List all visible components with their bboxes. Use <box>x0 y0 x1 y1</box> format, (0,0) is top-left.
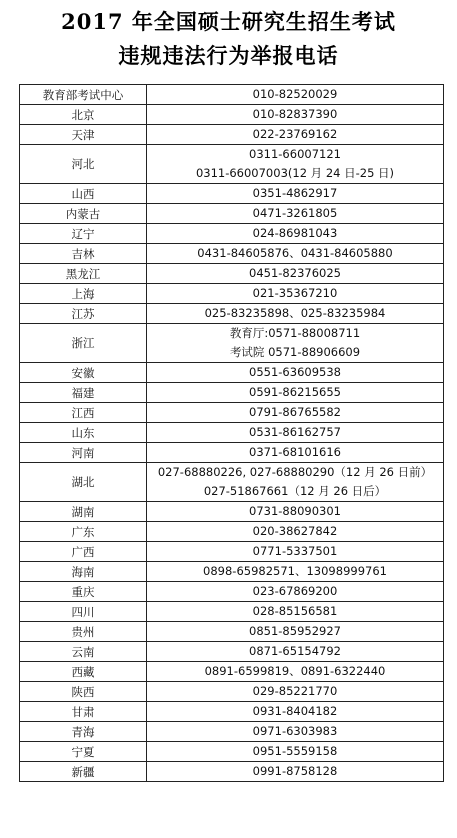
phone-cell <box>147 423 444 443</box>
table-row <box>20 423 444 443</box>
phone-number-text: 0351-4862917 <box>252 186 338 200</box>
hotline-table <box>19 84 444 782</box>
phone-cell <box>147 403 444 423</box>
table-row <box>20 562 444 582</box>
phone-number-text: 0771-5337501 <box>252 544 338 558</box>
table-row <box>20 125 444 145</box>
province-cell: 浙江 <box>20 324 147 363</box>
table-row <box>20 244 444 264</box>
phone-number-text: 029-85221770 <box>252 684 338 698</box>
phone-cell <box>147 304 444 324</box>
table-row <box>20 403 444 423</box>
document-title-line-1: 2017 年全国硕士研究生招生考试 <box>61 9 396 34</box>
phone-number-text: 0551-63609538 <box>249 365 341 379</box>
province-cell: 西藏 <box>20 662 147 682</box>
province-cell: 云南 <box>20 642 147 662</box>
province-cell: 内蒙古 <box>20 204 147 224</box>
phone-cell <box>147 383 444 403</box>
province-cell: 湖南 <box>20 502 147 522</box>
province-cell: 重庆 <box>20 582 147 602</box>
province-cell: 教育部考试中心 <box>20 85 147 105</box>
table-row <box>20 304 444 324</box>
phone-cell <box>147 145 444 184</box>
table-row <box>20 502 444 522</box>
province-cell: 广西 <box>20 542 147 562</box>
table-row <box>20 682 444 702</box>
province-cell: 山西 <box>20 184 147 204</box>
province-cell: 四川 <box>20 602 147 622</box>
table-row <box>20 383 444 403</box>
phone-cell <box>147 722 444 742</box>
phone-number-text: 0531-86162757 <box>249 425 341 439</box>
phone-number-text: 0951-5559158 <box>252 744 338 758</box>
table-row <box>20 602 444 622</box>
phone-number-text: 0451-82376025 <box>249 266 341 280</box>
table-row <box>20 184 444 204</box>
phone-number-text: 021-35367210 <box>252 286 338 300</box>
province-cell: 安徽 <box>20 363 147 383</box>
phone-cell <box>147 662 444 682</box>
table-row <box>20 522 444 542</box>
phone-number-text: 0851-85952927 <box>249 624 341 638</box>
table-row <box>20 642 444 662</box>
phone-cell <box>147 762 444 782</box>
phone-cell <box>147 184 444 204</box>
phone-cell <box>147 502 444 522</box>
province-cell: 福建 <box>20 383 147 403</box>
phone-cell <box>147 363 444 383</box>
phone-number-text: 027-68880226, 027-68880290（12 月 26 日前） <box>157 465 433 479</box>
phone-cell <box>147 204 444 224</box>
phone-cell <box>147 742 444 762</box>
phone-number-text: 0991-8758128 <box>252 764 338 778</box>
phone-cell <box>147 702 444 722</box>
phone-cell <box>147 522 444 542</box>
phone-cell <box>147 324 444 363</box>
phone-number-text: 0311-66007003(12 月 24 日-25 日) <box>195 166 395 180</box>
phone-cell <box>147 443 444 463</box>
table-row <box>20 722 444 742</box>
province-cell: 辽宁 <box>20 224 147 244</box>
province-cell: 山东 <box>20 423 147 443</box>
province-cell: 上海 <box>20 284 147 304</box>
phone-cell <box>147 682 444 702</box>
table-row <box>20 662 444 682</box>
province-cell: 江西 <box>20 403 147 423</box>
province-cell: 北京 <box>20 105 147 125</box>
province-cell: 海南 <box>20 562 147 582</box>
phone-cell <box>147 642 444 662</box>
phone-number-text: 023-67869200 <box>252 584 338 598</box>
phone-number-text: 010-82520029 <box>252 87 338 101</box>
phone-cell <box>147 602 444 622</box>
province-cell: 黑龙江 <box>20 264 147 284</box>
phone-number-text: 考试院 0571-88906609 <box>229 345 361 359</box>
phone-cell <box>147 582 444 602</box>
table-row <box>20 363 444 383</box>
table-row <box>20 463 444 502</box>
table-row <box>20 224 444 244</box>
province-cell: 吉林 <box>20 244 147 264</box>
phone-number-text: 025-83235898、025-83235984 <box>204 306 386 320</box>
phone-number-text: 0471-3261805 <box>252 206 338 220</box>
phone-number-text: 0311-66007121 <box>249 147 341 161</box>
phone-number-text: 0971-6303983 <box>252 724 338 738</box>
document-title-line-2: 违规违法行为举报电话 <box>118 43 339 68</box>
phone-cell <box>147 542 444 562</box>
phone-cell <box>147 562 444 582</box>
phone-cell <box>147 463 444 502</box>
table-row <box>20 264 444 284</box>
table-row <box>20 762 444 782</box>
phone-cell <box>147 622 444 642</box>
province-cell: 青海 <box>20 722 147 742</box>
phone-number-text: 0871-65154792 <box>249 644 341 658</box>
phone-number-text: 024-86981043 <box>252 226 338 240</box>
phone-number-text: 022-23769162 <box>252 127 338 141</box>
phone-cell <box>147 125 444 145</box>
phone-number-text: 0791-86765582 <box>249 405 341 419</box>
phone-cell <box>147 244 444 264</box>
phone-number-text: 027-51867661（12 月 26 日后） <box>203 484 387 498</box>
table-row <box>20 702 444 722</box>
phone-number-text: 028-85156581 <box>252 604 338 618</box>
province-cell: 河北 <box>20 145 147 184</box>
hotline-table-body <box>20 85 444 782</box>
province-cell: 湖北 <box>20 463 147 502</box>
table-row <box>20 284 444 304</box>
province-cell: 江苏 <box>20 304 147 324</box>
table-row <box>20 542 444 562</box>
phone-number-text: 0591-86215655 <box>249 385 341 399</box>
phone-number-text: 020-38627842 <box>252 524 338 538</box>
phone-cell <box>147 105 444 125</box>
phone-cell <box>147 264 444 284</box>
province-cell: 陕西 <box>20 682 147 702</box>
province-cell: 宁夏 <box>20 742 147 762</box>
province-cell: 天津 <box>20 125 147 145</box>
phone-number-text: 0931-8404182 <box>252 704 338 718</box>
province-cell: 贵州 <box>20 622 147 642</box>
table-row <box>20 622 444 642</box>
table-row <box>20 742 444 762</box>
phone-number-text: 010-82837390 <box>252 107 338 121</box>
phone-number-text: 0371-68101616 <box>249 445 341 459</box>
table-row <box>20 443 444 463</box>
province-cell: 新疆 <box>20 762 147 782</box>
phone-number-text: 0898-65982571、13098999761 <box>203 564 387 578</box>
table-row <box>20 204 444 224</box>
province-cell: 广东 <box>20 522 147 542</box>
phone-number-text: 0731-88090301 <box>249 504 341 518</box>
province-cell: 河南 <box>20 443 147 463</box>
table-row <box>20 85 444 105</box>
phone-number-text: 教育厅:0571-88008711 <box>229 326 361 340</box>
table-row <box>20 105 444 125</box>
phone-number-text: 0891-6599819、0891-6322440 <box>204 664 386 678</box>
province-cell: 甘肃 <box>20 702 147 722</box>
table-row <box>20 324 444 363</box>
table-row <box>20 145 444 184</box>
phone-number-text: 0431-84605876、0431-84605880 <box>197 246 393 260</box>
table-row <box>20 582 444 602</box>
phone-cell <box>147 284 444 304</box>
phone-cell <box>147 85 444 105</box>
phone-cell <box>147 224 444 244</box>
